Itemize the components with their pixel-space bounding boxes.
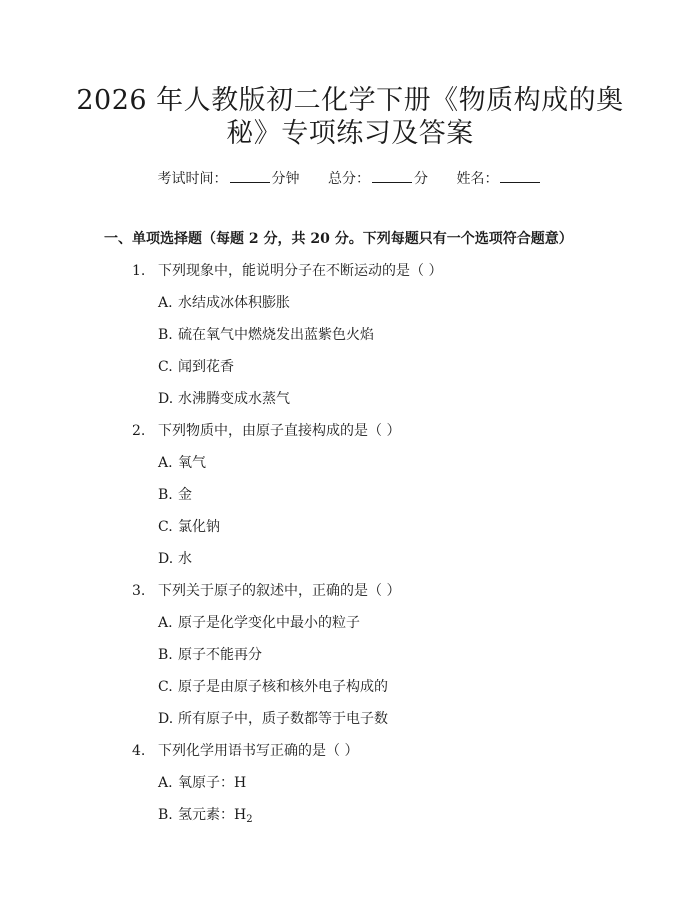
question-4 [132,742,358,760]
option-text: 水 [178,551,192,567]
option-text: 氧原子：H [178,775,247,791]
option-text: 原子不能再分 [178,647,262,663]
question-stem: 下列现象中，能说明分子在不断运动的是（ ） [158,263,443,279]
name-blank[interactable] [500,170,540,183]
subscript: 2 [246,814,253,825]
question-2 [132,422,400,440]
score-unit: 分 [414,171,428,187]
option-1a[interactable] [158,294,290,312]
option-text: 所有原子中，质子数都等于电子数 [178,711,388,727]
option-text: 氧气 [178,455,206,471]
option-3a[interactable] [158,614,360,632]
option-text: 水结成冰体积膨胀 [178,295,290,311]
option-text: 氢元素：H [178,807,247,823]
name-label: 姓名： [456,171,499,187]
question-1 [132,262,442,280]
question-number: 1. [132,263,146,279]
option-letter: A. [158,775,173,791]
option-2d[interactable] [158,550,192,568]
option-1c[interactable] [158,358,234,376]
option-letter: B. [158,647,173,663]
option-text: 氯化钠 [178,519,220,535]
question-stem: 下列化学用语书写正确的是（ ） [158,743,359,759]
option-letter: C. [158,519,173,535]
option-4b[interactable] [158,806,253,824]
option-3b[interactable] [158,646,262,664]
option-text: 原子是化学变化中最小的粒子 [178,615,360,631]
option-3d[interactable] [158,710,388,728]
option-letter: C. [158,679,173,695]
time-field [158,170,300,188]
option-letter: D. [158,551,174,567]
option-3c[interactable] [158,678,388,696]
option-text: 原子是由原子核和核外电子构成的 [178,679,388,695]
section-heading: 一、单项选择题（每题 2 分，共 20 分。下列每题只有一个选项符合题意） [104,231,573,247]
option-1b[interactable] [158,326,374,344]
question-number: 4. [132,743,146,759]
exam-meta [0,170,700,188]
option-1d[interactable] [158,390,290,408]
question-3 [132,582,400,600]
page-title-line-2: 秘》专项练习及答案 [226,118,474,149]
option-letter: C. [158,359,173,375]
option-2b[interactable] [158,486,192,504]
option-2a[interactable] [158,454,206,472]
question-stem: 下列关于原子的叙述中，正确的是（ ） [158,583,401,599]
option-letter: A. [158,455,173,471]
option-letter: B. [158,487,173,503]
option-text: 闻到花香 [178,359,234,375]
option-text: 水沸腾变成水蒸气 [178,391,290,407]
question-number: 2. [132,423,146,439]
option-letter: A. [158,615,173,631]
score-field [328,170,428,188]
score-label: 总分： [328,171,370,187]
option-letter: D. [158,391,174,407]
time-blank[interactable] [230,170,270,183]
question-number: 3. [132,583,146,599]
option-letter: B. [158,327,173,343]
score-blank[interactable] [372,170,412,183]
option-letter: B. [158,807,173,823]
option-text: 硫在氧气中燃烧发出蓝紫色火焰 [178,327,374,343]
time-label: 考试时间： [157,171,228,187]
name-field [456,170,542,188]
question-stem: 下列物质中，由原子直接构成的是（ ） [158,423,401,439]
option-letter: A. [158,295,173,311]
page-title-line-1: 2026 年人教版初二化学下册《物质构成的奥 [76,85,624,116]
time-unit: 分钟 [271,171,300,187]
option-letter: D. [158,711,174,727]
option-2c[interactable] [158,518,220,536]
option-4a[interactable] [158,774,246,792]
option-text: 金 [178,487,192,503]
